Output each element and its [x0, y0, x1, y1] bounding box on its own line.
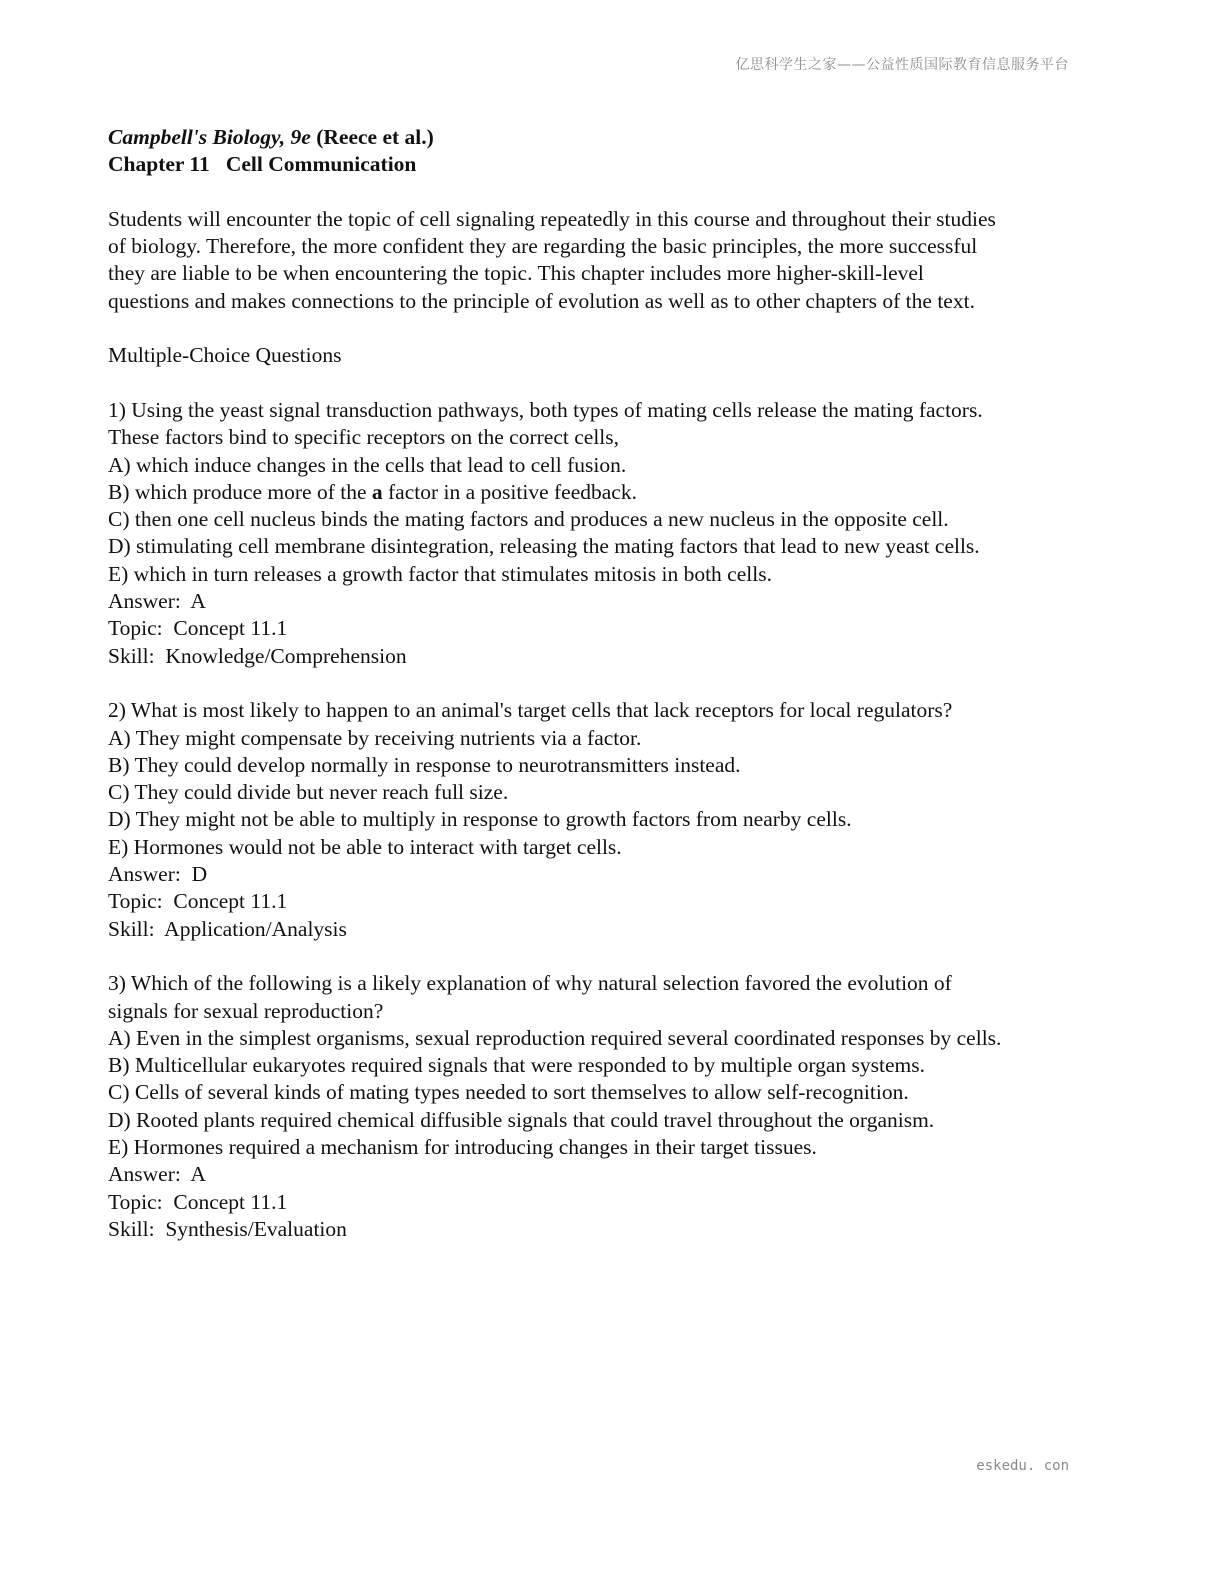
- topic: Topic: Concept 11.1: [108, 616, 288, 641]
- option-b-bold-term: a: [371, 479, 383, 504]
- question-2: [108, 697, 1118, 943]
- spacer: [108, 943, 1118, 970]
- intro-paragraph: [108, 206, 1118, 315]
- answer: Answer: D: [108, 862, 208, 887]
- book-title: Campbell's Biology, 9e: [108, 125, 311, 149]
- intro-line: Students will encounter the topic of cell signaling repeatedly in this course and throughout their studies: [108, 206, 996, 231]
- option-b-text: factor in a positive feedback.: [382, 479, 637, 504]
- question-stem: 2) What is most likely to happen to an animal's target cells that lack receptors for local regulators?: [108, 698, 953, 723]
- spacer: [108, 370, 1118, 397]
- question-stem: These factors bind to specific receptors on the correct cells,: [108, 425, 620, 450]
- document-body: [108, 124, 1118, 1243]
- spacer: [108, 315, 1118, 342]
- option-e: E) which in turn releases a growth factor that stimulates mitosis in both cells.: [108, 561, 772, 586]
- option-c: C) Cells of several kinds of mating types needed to sort themselves to allow self-recognition.: [108, 1080, 909, 1105]
- option-a: A) They might compensate by receiving nutrients via a factor.: [108, 725, 642, 750]
- skill: Skill: Knowledge/Comprehension: [108, 643, 407, 668]
- option-b-text: B) which produce more of the: [108, 479, 372, 504]
- skill: Skill: Application/Analysis: [108, 916, 347, 941]
- option-c: C) then one cell nucleus binds the mating factors and produces a new nucleus in the opposite cell.: [108, 507, 949, 532]
- skill: Skill: Synthesis/Evaluation: [108, 1216, 347, 1241]
- question-stem: signals for sexual reproduction?: [108, 998, 384, 1023]
- option-b: B) Multicellular eukaryotes required signals that were responded to by multiple organ systems.: [108, 1053, 926, 1078]
- option-b: B) They could develop normally in response to neurotransmitters instead.: [108, 752, 741, 777]
- section-heading: Multiple-Choice Questions: [108, 343, 342, 368]
- spacer: [108, 179, 1118, 206]
- question-3: [108, 970, 1118, 1243]
- option-e: E) Hormones would not be able to interact with target cells.: [108, 834, 622, 859]
- topic: Topic: Concept 11.1: [108, 1189, 288, 1214]
- chapter-title: Chapter 11 Cell Communication: [108, 152, 417, 177]
- answer: Answer: A: [108, 589, 206, 614]
- question-stem: 3) Which of the following is a likely explanation of why natural selection favored the evolution of: [108, 971, 952, 996]
- book-authors: (Reece et al.): [310, 125, 434, 149]
- option-e: E) Hormones required a mechanism for introducing changes in their target tissues.: [108, 1134, 817, 1159]
- answer: Answer: A: [108, 1162, 206, 1187]
- question-stem: 1) Using the yeast signal transduction pathways, both types of mating cells release the mating factors.: [108, 397, 983, 422]
- option-c: C) They could divide but never reach full size.: [108, 780, 509, 805]
- intro-line: they are liable to be when encountering the topic. This chapter includes more higher-skill-level: [108, 261, 924, 286]
- option-a: A) which induce changes in the cells that lead to cell fusion.: [108, 452, 627, 477]
- option-a: A) Even in the simplest organisms, sexual reproduction required several coordinated responses by cells.: [108, 1025, 1002, 1050]
- option-b: [108, 479, 1118, 506]
- topic: Topic: Concept 11.1: [108, 889, 288, 914]
- intro-line: of biology. Therefore, the more confident they are regarding the basic principles, the more successful: [108, 234, 978, 259]
- question-1: [108, 397, 1118, 670]
- spacer: [108, 670, 1118, 697]
- footer-watermark: eskedu. con: [976, 1458, 1069, 1474]
- option-d: D) They might not be able to multiply in response to growth factors from nearby cells.: [108, 807, 852, 832]
- book-title-line: [108, 124, 1118, 151]
- intro-line: questions and makes connections to the principle of evolution as well as to other chapters of the text.: [108, 288, 975, 313]
- option-d: D) Rooted plants required chemical diffusible signals that could travel throughout the organism.: [108, 1107, 935, 1132]
- option-d: D) stimulating cell membrane disintegration, releasing the mating factors that lead to new yeast cells.: [108, 534, 980, 559]
- header-watermark: 亿思科学生之家——公益性质国际教育信息服务平台: [735, 57, 1069, 73]
